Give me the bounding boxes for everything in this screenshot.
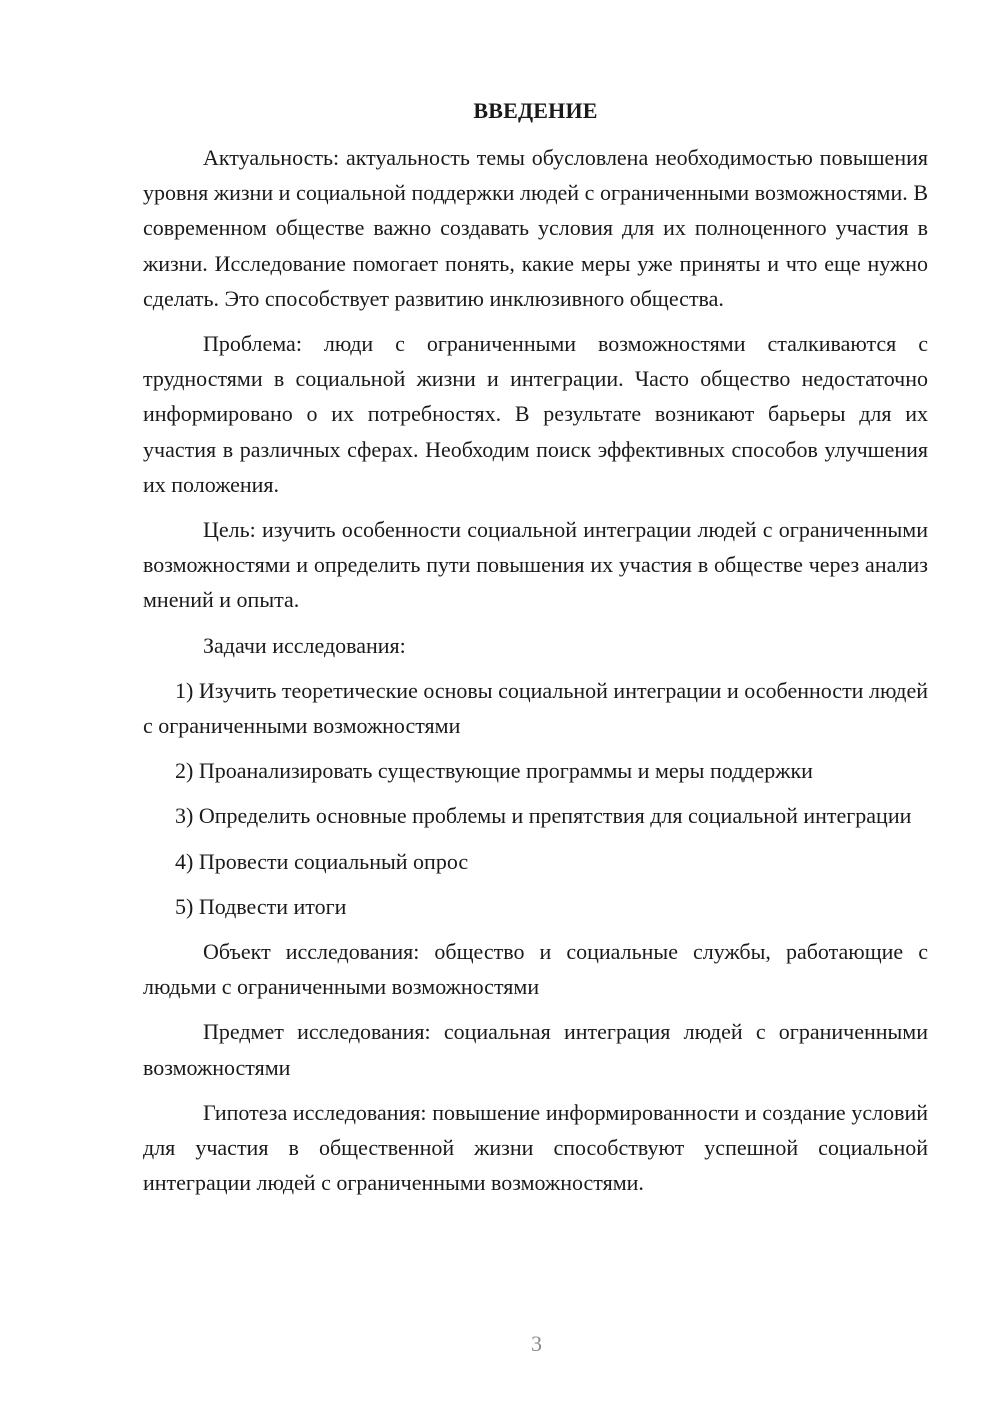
paragraph-object: Объект исследования: общество и социальные службы, работающие с людьми с ограниченными возможностями bbox=[143, 939, 928, 1000]
paragraph-relevance: Актуальность: актуальность темы обусловлена необходимостью повышения уровня жизни и социальной поддержки людей с ограниченными возможностями. В современном обществе важно создавать условия для их полноценного участия в жизни. Исследование помогает понять, какие меры уже приняты и что еще нужно сделать. Это способствует развитию инклюзивного общества. bbox=[143, 145, 928, 311]
section-title: ВВЕДЕНИЕ bbox=[473, 98, 598, 123]
page-content bbox=[143, 96, 928, 1210]
paragraph-problem: Проблема: люди с ограниченными возможностями сталкиваются с трудностями в социальной жизни и интеграции. Часто общество недостаточно информировано о их потребностях. В результате возникают барьеры для их участия в различных сферах. Необходим поиск эффективных способов улучшения их положения. bbox=[143, 331, 928, 497]
task-item-4: 4) Провести социальный опрос bbox=[175, 848, 469, 874]
paragraph-hypothesis: Гипотеза исследования: повышение информированности и создание условий для участия в общественной жизни способствуют успешной социальной интеграции людей с ограниченными возможностями. bbox=[143, 1099, 928, 1196]
task-item-2: 2) Проанализировать существующие программы и меры поддержки bbox=[175, 758, 813, 784]
paragraph-subject: Предмет исследования: социальная интеграция людей с ограниченными возможностями bbox=[143, 1019, 928, 1080]
tasks-heading: Задачи исследования: bbox=[203, 632, 406, 658]
page-number: 3 bbox=[531, 1331, 542, 1356]
task-item-5: 5) Подвести итоги bbox=[175, 893, 347, 919]
task-item-1: 1) Изучить теоретические основы социальной интеграции и особенности людей с ограниченными возможностями bbox=[143, 677, 928, 739]
task-item-3: 3) Определить основные проблемы и препятствия для социальной интеграции bbox=[175, 803, 912, 829]
paragraph-goal: Цель: изучить особенности социальной интеграции людей с ограниченными возможностями и определить пути повышения их участия в обществе через анализ мнений и опыта. bbox=[143, 517, 928, 613]
